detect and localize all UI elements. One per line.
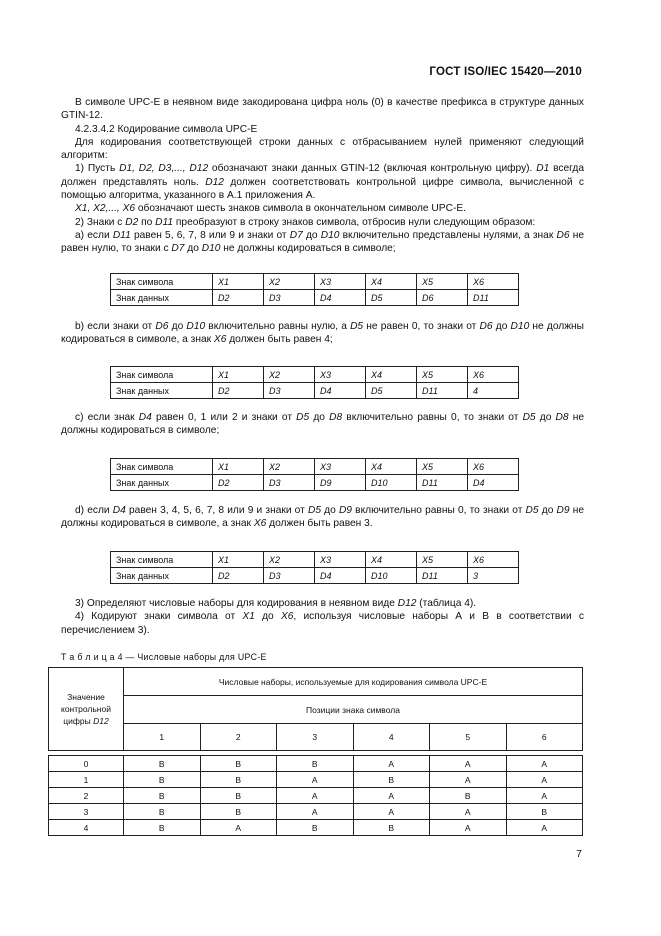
table-cell: B	[124, 788, 201, 804]
position-header: 4	[353, 724, 430, 751]
row-label: Знак данных	[111, 383, 213, 399]
table-cell: X6	[468, 552, 519, 568]
table-cell: X4	[366, 274, 417, 290]
document-header: ГОСТ ISO/IEC 15420—2010	[429, 66, 582, 78]
position-header: 5	[430, 724, 507, 751]
paragraph-case-c: с) если знак D4 равен 0, 1 или 2 и знаки от D5 до D8 включительно равны 0, то знаки от D5 до D8 не должны кодироваться в символе;	[61, 412, 585, 437]
paragraph-step-3: 3) Определяют числовые наборы для кодирования в неявном виде D12 (таблица 4).	[75, 598, 477, 609]
table-cell: B	[124, 756, 201, 772]
row-label: Знак символа	[111, 367, 213, 383]
table-cell: B	[200, 756, 277, 772]
table-cell: D9	[315, 475, 366, 491]
case-b-block	[61, 320, 584, 347]
row-label: Знак символа	[111, 552, 213, 568]
table-cell: 1	[49, 772, 124, 788]
table-cell: A	[430, 820, 507, 836]
table-cell: X1	[213, 459, 264, 475]
table-cell: D4	[315, 568, 366, 584]
position-header: 3	[277, 724, 354, 751]
table-cell: 4	[468, 383, 519, 399]
paragraph-case-d: d) если D4 равен 3, 4, 5, 6, 7, 8 или 9 и знаки от D5 до D9 включительно равны 0, то знаки от D5 до D9 не должны кодироваться в символе, а знак X6 должен быть равен 3.	[61, 505, 585, 530]
table-row	[49, 820, 583, 836]
table-cell: D5	[366, 290, 417, 306]
table-cell: X1	[213, 552, 264, 568]
table-cell: X3	[315, 367, 366, 383]
table-row	[111, 568, 519, 584]
table-cell: B	[353, 772, 430, 788]
table-cell: B	[277, 820, 354, 836]
table-cell: B	[430, 788, 507, 804]
table-cell: B	[124, 772, 201, 788]
table-cell: X4	[366, 552, 417, 568]
table-row	[111, 459, 519, 475]
mapping-table-case-d	[110, 551, 519, 584]
table-cell: X6	[468, 459, 519, 475]
table-cell: A	[506, 756, 583, 772]
table-cell: B	[124, 804, 201, 820]
table-cell: D2	[213, 568, 264, 584]
table-cell: 2	[49, 788, 124, 804]
table-cell: D6	[417, 290, 468, 306]
table-cell: 3	[49, 804, 124, 820]
table-cell: D3	[264, 568, 315, 584]
table-cell: X2	[264, 367, 315, 383]
table-cell: 3	[468, 568, 519, 584]
paragraph-prefix-zero: В символе UPC-E в неявном виде закодирована цифра ноль (0) в качестве префикса в структуре данных GTIN-12.	[61, 97, 584, 122]
table-cell: X4	[366, 367, 417, 383]
table-row	[49, 756, 583, 772]
mapping-table-case-b	[110, 366, 519, 399]
table-cell: X2	[264, 552, 315, 568]
table-cell: X1	[213, 367, 264, 383]
table-cell: X2	[264, 459, 315, 475]
table-header-row	[49, 696, 583, 724]
table-cell: D4	[315, 383, 366, 399]
table-cell: D3	[264, 383, 315, 399]
table-cell: D2	[213, 383, 264, 399]
table-cell: X5	[417, 552, 468, 568]
table-header-row	[49, 668, 583, 696]
paragraph-step-4: 4) Кодируют знаки символа от X1 до X6, используя числовые наборы А и В в соответствии с перечислением 3).	[61, 611, 584, 636]
table-cell: A	[353, 756, 430, 772]
table-cell: D11	[417, 475, 468, 491]
row-label: Знак символа	[111, 459, 213, 475]
paragraph-step-2: 2) Знаки с D2 по D11 преобразуют в строку знаков символа, отбросив нули следующим образом:	[75, 216, 536, 228]
table-cell: A	[506, 820, 583, 836]
table-cell: D3	[264, 475, 315, 491]
table-cell: A	[430, 772, 507, 788]
section-heading-4-2-3-4-2: 4.2.3.4.2 Кодирование символа UPC-E	[75, 123, 258, 135]
table-cell: A	[506, 772, 583, 788]
paragraph-x-definition: X1, X2,..., X6 обозначают шесть знаков символа в окончательном символе UPC-E.	[75, 203, 466, 215]
steps-3-4-block	[61, 597, 584, 637]
table-cell: X6	[468, 367, 519, 383]
table-cell: B	[277, 756, 354, 772]
table-cell: X4	[366, 459, 417, 475]
table-row	[111, 475, 519, 491]
table-cell: D11	[417, 383, 468, 399]
page-number: 7	[576, 848, 582, 860]
table-cell: B	[200, 804, 277, 820]
table-cell: 0	[49, 756, 124, 772]
row-label: Знак символа	[111, 274, 213, 290]
table-row	[111, 290, 519, 306]
table-4-caption: Т а б л и ц а 4 — Числовые наборы для UPC-E	[61, 652, 267, 662]
table-cell: X3	[315, 552, 366, 568]
row-label: Знак данных	[111, 475, 213, 491]
table-cell: D4	[468, 475, 519, 491]
table-cell: X5	[417, 459, 468, 475]
table-cell: X5	[417, 274, 468, 290]
table-row	[49, 788, 583, 804]
table-cell: B	[506, 804, 583, 820]
table-cell: D11	[468, 290, 519, 306]
table-cell: B	[200, 772, 277, 788]
table-cell: A	[277, 788, 354, 804]
table-cell: A	[430, 804, 507, 820]
table-cell: X6	[468, 274, 519, 290]
table-cell: A	[353, 788, 430, 804]
table-4-numeric-sets	[48, 667, 583, 836]
table-cell: X2	[264, 274, 315, 290]
table-cell: A	[353, 804, 430, 820]
table-row	[49, 804, 583, 820]
table-row	[111, 383, 519, 399]
case-d-block	[61, 504, 584, 531]
paragraph-case-a: а) если D11 равен 5, 6, 7, 8 или 9 и знаки от D7 до D10 включительно представлены нулями, а знак D6 не равен нулю, то знаки с D7 до D10 не должны кодироваться в символе;	[61, 229, 585, 255]
table-row	[49, 772, 583, 788]
table-cell: B	[353, 820, 430, 836]
paragraph-algorithm-intro: Для кодирования соответствующей строки данных с отбрасыванием нулей применяют следующий алгоритм:	[61, 136, 584, 162]
table-cell: 4	[49, 820, 124, 836]
case-c-block	[61, 411, 584, 438]
position-header: 1	[124, 724, 201, 751]
table-cell: A	[506, 788, 583, 804]
table-cell: D3	[264, 290, 315, 306]
table-cell: B	[124, 820, 201, 836]
table-row	[111, 274, 519, 290]
table-cell: D11	[417, 568, 468, 584]
mapping-table-case-a	[110, 273, 519, 306]
table-cell: D2	[213, 290, 264, 306]
row-label: Знак данных	[111, 568, 213, 584]
table-row	[111, 552, 519, 568]
table-cell: X1	[213, 274, 264, 290]
header-positions: Позиции знака символа	[124, 696, 583, 724]
table-cell: D4	[315, 290, 366, 306]
paragraph-step-1: 1) Пусть D1, D2, D3,..., D12 обозначают знаки данных GTIN-12 (включая контрольную цифру). D1 всегда должен представлять ноль. D12 должен соответствовать контрольной цифре символа, вычисленной с помощью алгоритма, указанного в А.1 приложения А.	[61, 163, 585, 202]
table-cell: X3	[315, 459, 366, 475]
table-cell: D5	[366, 383, 417, 399]
table-cell: A	[200, 820, 277, 836]
row-label: Знак данных	[111, 290, 213, 306]
mapping-table-case-c	[110, 458, 519, 491]
table-row	[111, 367, 519, 383]
table-cell: A	[277, 804, 354, 820]
table-cell: D2	[213, 475, 264, 491]
table-cell: A	[430, 756, 507, 772]
position-header: 6	[506, 724, 583, 751]
header-check-digit: Значение контрольной цифры D12	[49, 668, 124, 751]
table-cell: B	[200, 788, 277, 804]
table-cell: X3	[315, 274, 366, 290]
table-header-row	[49, 724, 583, 751]
table-cell: X5	[417, 367, 468, 383]
position-header: 2	[200, 724, 277, 751]
intro-text-block	[61, 96, 584, 256]
header-numeric-sets: Числовые наборы, используемые для кодирования символа UPC-E	[124, 668, 583, 696]
table-cell: D10	[366, 475, 417, 491]
table-cell: D10	[366, 568, 417, 584]
table-cell: A	[277, 772, 354, 788]
paragraph-case-b: b) если знаки от D6 до D10 включительно равны нулю, а D5 не равен 0, то знаки от D6 до D10 не должны кодироваться в символе, а знак X6 должен быть равен 4;	[61, 321, 584, 346]
